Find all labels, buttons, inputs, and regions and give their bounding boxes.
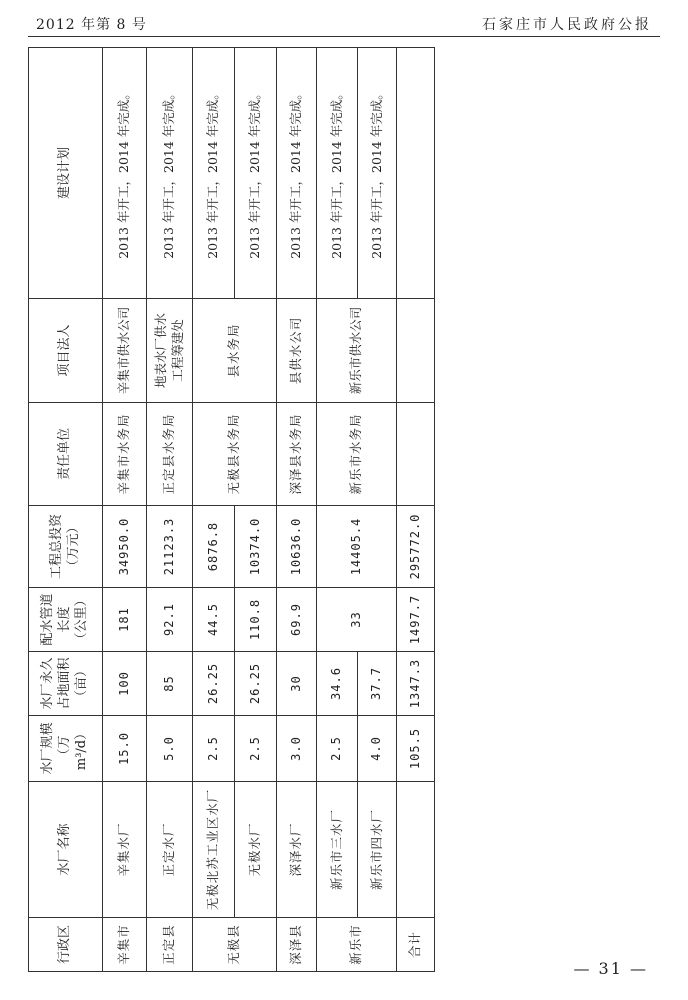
publication-title: 石家庄市人民政府公报 — [482, 17, 652, 33]
header-investment: 工程总投资 （万元） — [29, 506, 103, 588]
header-row — [29, 48, 103, 972]
page-number: — 31 — — [573, 959, 648, 978]
table-row: 无极水厂 2.5 26.25 110.8 10374.0 2013 年开工，2014 年完成。 — [235, 48, 277, 972]
table-row: 新乐市四水厂 4.0 37.7 2013 年开工，2014 年完成。 — [358, 48, 397, 972]
issue-number: 2012 年第 8 号 — [36, 17, 147, 33]
table-row: 新乐市 新乐市三水厂 2.5 34.6 33 14405.4 新乐市水务局 新乐市供水公司 2013 年开工，2014 年完成。 — [317, 48, 358, 972]
water-plant-table — [28, 47, 435, 972]
header-rule — [28, 36, 660, 37]
header-plant-name: 水厂名称 — [29, 782, 103, 918]
table-row: 辛集市 辛集水厂 15.0 100 181 34950.0 辛集市水务局 辛集市供水公司 2013 年开工，2014 年完成。 — [103, 48, 147, 972]
header-unit: 责任单位 — [29, 403, 103, 506]
header-scale: 水厂规模 （万 m³/d） — [29, 716, 103, 782]
header-pipe: 配水管道 长度 （公里） — [29, 588, 103, 652]
table-row: 无极县 无极北苏工业区水厂 2.5 26.25 44.5 6876.8 无极县水务局 县水务局 2013 年开工，2014 年完成。 — [193, 48, 235, 972]
table-row: 深泽县 深泽水厂 3.0 30 69.9 10636.0 深泽县水务局 县供水公司 2013 年开工，2014 年完成。 — [277, 48, 317, 972]
header-plan: 建设计划 — [29, 48, 103, 299]
table-row: 正定县 正定水厂 5.0 85 92.1 21123.3 正定县水务局 地表水厂供水 工程筹建处 2013 年开工，2014 年完成。 — [147, 48, 193, 972]
header-district: 行政区 — [29, 918, 103, 972]
table-area — [28, 48, 423, 972]
total-row: 合计 105.5 1347.3 1497.7 295772.0 — [397, 48, 435, 972]
header-area: 水厂永久 占地面积 （亩） — [29, 652, 103, 716]
rotated-table-container — [28, 48, 423, 972]
header-legal: 项目法人 — [29, 299, 103, 403]
